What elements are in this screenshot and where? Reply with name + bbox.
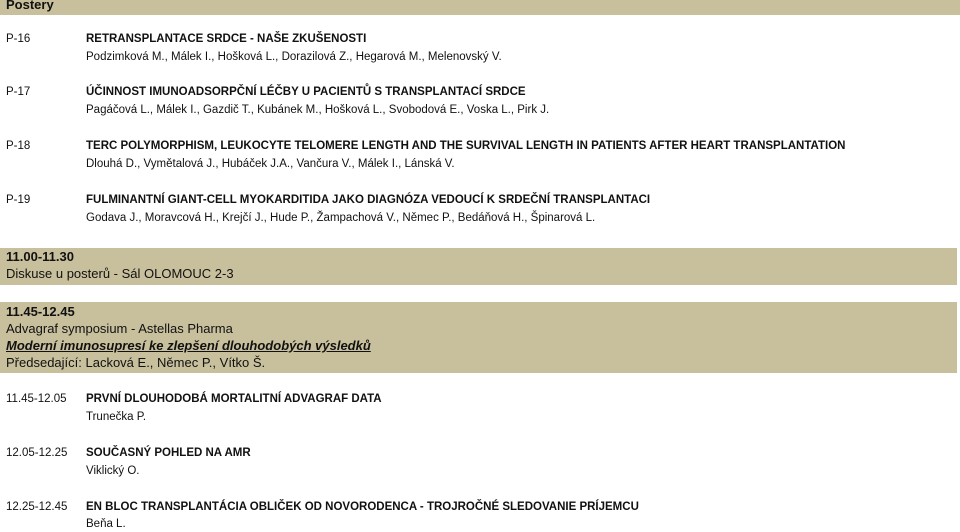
poster-authors: Podzimková M., Málek I., Hošková L., Dorazilová Z., Hegarová M., Melenovský V. <box>86 51 502 63</box>
talk-authors: Trunečka P. <box>86 411 147 423</box>
poster-title: RETRANSPLANTACE SRDCE - NAŠE ZKUŠENOSTI <box>86 33 367 45</box>
talk-title: SOUČASNÝ POHLED NA AMR <box>86 447 251 459</box>
poster-code: P-19 <box>6 194 31 206</box>
talk-time: 11.45-12.05 <box>6 393 67 405</box>
section-header <box>0 0 960 15</box>
symposium-title: Advagraf symposium - Astellas Pharma <box>6 321 233 336</box>
talk-time: 12.05-12.25 <box>6 447 68 459</box>
symposium-subtitle: Moderní imunosupresí ke zlepšení dlouhodobých výsledků <box>6 338 371 353</box>
poster-authors: Dlouhá D., Vymětalová J., Hubáček J.A., Vančura V., Málek I., Lánská V. <box>86 158 455 170</box>
talk-authors: Viklický O. <box>86 465 140 477</box>
poster-code: P-17 <box>6 86 31 98</box>
poster-title: TERC POLYMORPHISM, LEUKOCYTE TELOMERE LENGTH AND THE SURVIVAL LENGTH IN PATIENTS AFTER HEART TRANSPLANTATION <box>86 140 846 152</box>
discussion-label: Diskuse u posterů - Sál OLOMOUC 2-3 <box>6 266 234 281</box>
poster-authors: Godava J., Moravcová H., Krejčí J., Hude P., Žampachová V., Němec P., Bedáňová H., Špinarová L. <box>86 212 596 224</box>
symposium-band <box>0 302 957 373</box>
talk-title: EN BLOC TRANSPLANTÁCIA OBLIČEK OD NOVORODENCA - TROJROČNÉ SLEDOVANIE PRÍJEMCU <box>86 501 639 513</box>
poster-code: P-16 <box>6 33 31 45</box>
poster-code: P-18 <box>6 140 31 152</box>
symposium-chairs: Předsedající: Lacková E., Němec P., Vítko Š. <box>6 355 266 370</box>
talk-time: 12.25-12.45 <box>6 501 68 513</box>
symposium-time: 11.45-12.45 <box>6 304 75 319</box>
poster-title: FULMINANTNÍ GIANT-CELL MYOKARDITIDA JAKO DIAGNÓZA VEDOUCÍ K SRDEČNÍ TRANSPLANTACI <box>86 194 651 206</box>
poster-title: ÚČINNOST IMUNOADSORPČNÍ LÉČBY U PACIENTŮ S TRANSPLANTACÍ SRDCE <box>86 86 526 98</box>
discussion-band <box>0 248 957 285</box>
talk-title: PRVNÍ DLOUHODOBÁ MORTALITNÍ ADVAGRAF DATA <box>86 393 382 405</box>
talk-authors: Beňa L. <box>86 518 126 530</box>
discussion-time: 11.00-11.30 <box>6 249 74 264</box>
section-title: Postery <box>6 0 54 12</box>
poster-authors: Pagáčová L., Málek I., Gazdič T., Kubánek M., Hošková L., Svobodová E., Voska L., Pirk J. <box>86 104 550 116</box>
